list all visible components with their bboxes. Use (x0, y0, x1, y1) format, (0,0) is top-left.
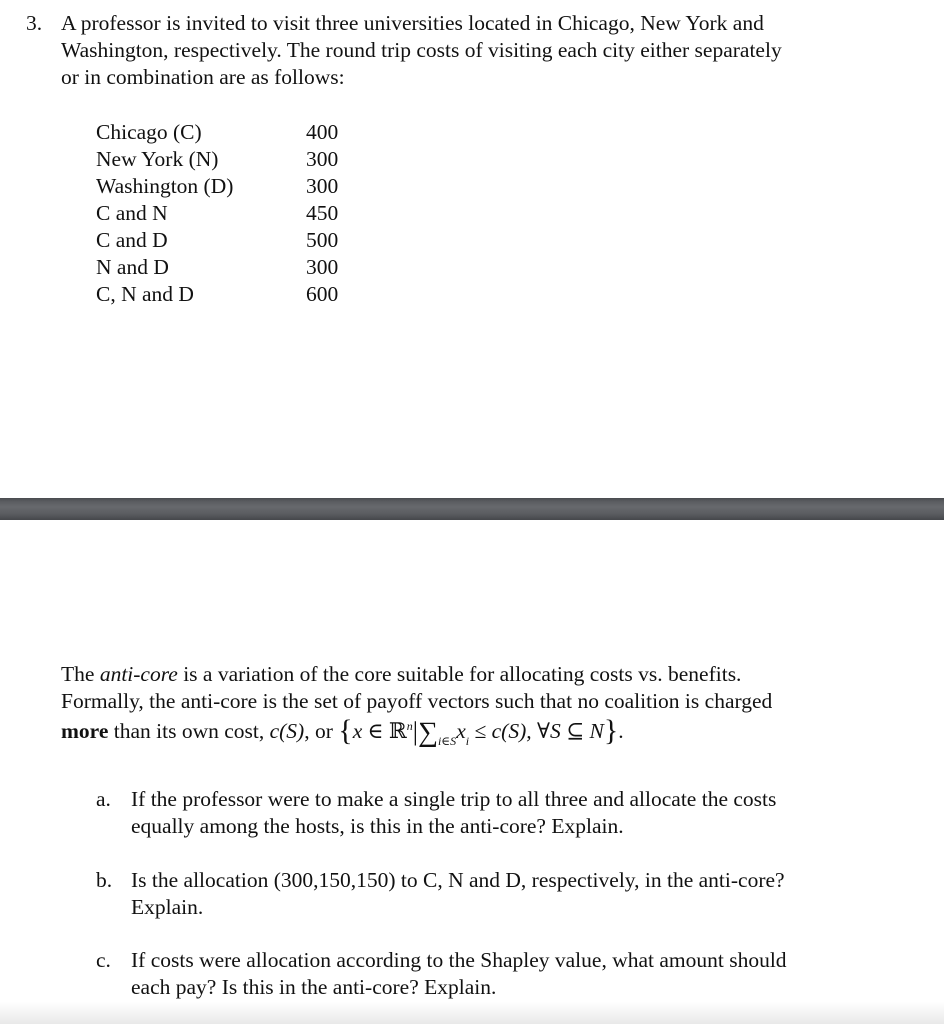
part-line: Explain. (131, 895, 204, 919)
cost-label: C, N and D (96, 282, 194, 306)
part-text (131, 947, 891, 1001)
part-line: If costs were allocation according to the Shapley value, what amount should (131, 948, 787, 972)
part-letter: c. (96, 948, 111, 972)
table-row (96, 173, 366, 200)
cost-table (96, 119, 366, 308)
cost-value: 500 (306, 228, 339, 252)
formula-i: i (465, 734, 470, 748)
anti-core-formula: {x ∈ $ℝ^n|\sum_{i\in S}x_i \le c(S)$, ∀S ⊆ N}. (338, 714, 624, 748)
emphasis-more: more (61, 719, 109, 743)
part-text (131, 786, 891, 840)
text-run: The (61, 662, 100, 686)
anti-core-line-2: Formally, the anti-core is the set of payoff vectors such that no coalition is charged (61, 689, 773, 713)
cost-label: C and D (96, 228, 168, 252)
bottom-shadow (0, 1002, 944, 1024)
formula-xi: x (456, 719, 466, 743)
part-line: equally among the hosts, is this in the anti-core? Explain. (131, 814, 624, 838)
part-line: If the professor were to make a single trip to all three and allocate the costs (131, 787, 777, 811)
formula-subscript: i∈S (437, 734, 457, 748)
table-row (96, 254, 366, 281)
page-divider (0, 498, 944, 520)
anti-core-term: anti-core (99, 662, 178, 686)
cost-label: Washington (D) (96, 174, 234, 198)
part-text (131, 867, 891, 921)
question-number: 3. (26, 11, 43, 35)
part-line: Is the allocation (300,150,150) to C, N and D, respectively, in the anti-core? (131, 868, 785, 892)
formula-reals: ℝ (388, 719, 407, 743)
table-row (96, 146, 366, 173)
cost-label: Chicago (C) (96, 120, 202, 144)
part-letter: a. (96, 787, 111, 811)
formula-exponent: n (406, 719, 413, 733)
text-run: is a variation of the core suitable for allocating costs vs. benefits. (177, 662, 742, 686)
formula-end: . (618, 719, 624, 743)
part-letter: b. (96, 868, 113, 892)
question-line: Washington, respectively. The round trip costs of visiting each city either separately (61, 38, 782, 62)
part-line: each pay? Is this in the anti-core? Explain. (131, 975, 497, 999)
table-row (96, 119, 366, 146)
question-text (61, 10, 921, 91)
formula-cs: c(S), ∀S ⊆ N (491, 719, 604, 743)
question-line: A professor is invited to visit three universities located in Chicago, New York and (61, 11, 764, 35)
anti-core-paragraph (61, 661, 921, 748)
cost-value: 450 (306, 201, 339, 225)
cost-value: 400 (306, 120, 339, 144)
cost-value: 300 (306, 147, 339, 171)
text-run: than its own cost, (108, 719, 270, 743)
question-line: or in combination are as follows: (61, 65, 345, 89)
anti-core-line-3 (61, 715, 921, 748)
cost-value: 600 (306, 282, 339, 306)
table-row (96, 281, 366, 308)
cost-label: N and D (96, 255, 169, 279)
formula-in: ∈ (362, 719, 389, 743)
anti-core-line-1 (61, 661, 921, 688)
table-row (96, 200, 366, 227)
formula-x: x (352, 719, 363, 743)
cost-label: C and N (96, 201, 168, 225)
table-row (96, 227, 366, 254)
cost-function: c(S) (269, 719, 305, 743)
cost-value: 300 (306, 255, 339, 279)
formula-leq: ≤ (469, 719, 492, 743)
cost-label: New York (N) (96, 147, 219, 171)
cost-value: 300 (306, 174, 339, 198)
text-run: , or (304, 719, 339, 743)
formula-sum: ∑ (418, 717, 438, 748)
